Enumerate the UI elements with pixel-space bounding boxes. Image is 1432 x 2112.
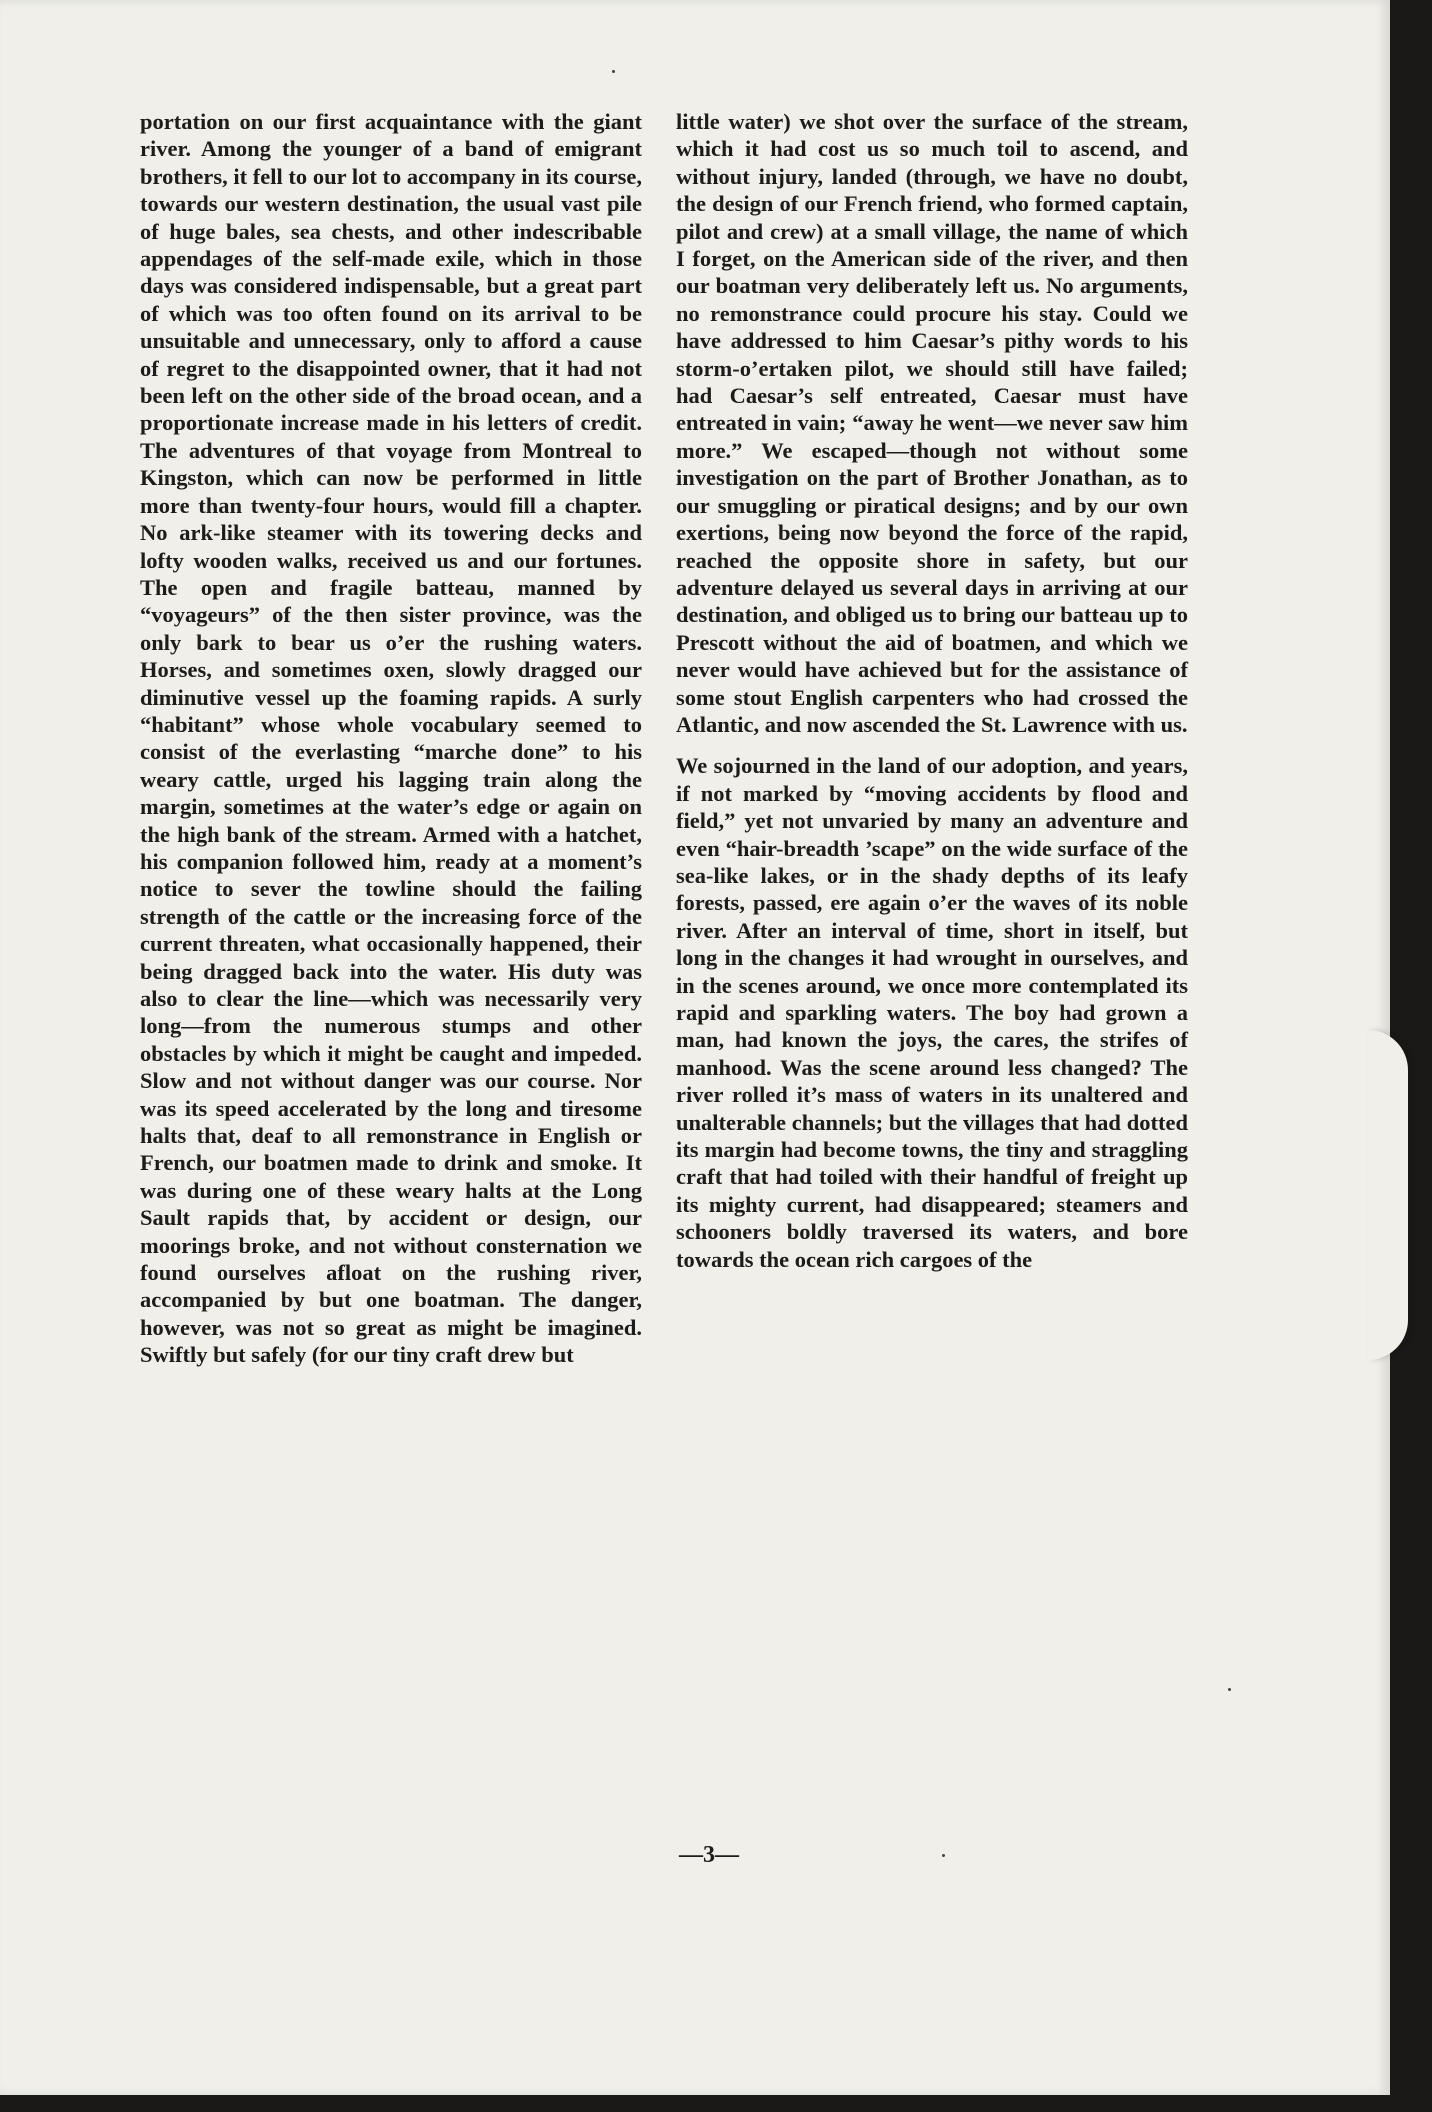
left-column: [140, 108, 642, 1369]
page-number: —3—: [679, 1842, 739, 1868]
paper-speck: [612, 70, 615, 73]
paper-speck: [1228, 1688, 1231, 1691]
right-paragraph-1: little water) we shot over the surface of the stream, which it had cost us so much toil to ascend, and without injury, landed (through, we have no doubt, the design of our French friend, who formed captain, pilot and crew) at a small village, the name of which I forget, on the American side of the river, and then our boatman very deliberately left us. No arguments, no remonstrance could procure his stay. Could we have addressed to him Caesar’s pithy words to his storm-o’ertaken pilot, we should still have failed; had Caesar’s self entreated, Caesar must have entreated in vain; “away he went—we never saw him more.” We escaped—though not without some investigation on the part of Brother Jonathan, as to our smuggling or piratical designs; and by our own exertions, being now beyond the force of the rapid, reached the opposite shore in safety, but our adventure delayed us several days in arriving at our destination, and obliged us to bring our batteau up to Prescott without the aid of boatmen, and which we never would have achieved but for the assistance of some stout English carpenters who had crossed the Atlantic, and now ascended the St. Lawrence with us.: [676, 109, 1188, 737]
right-column: [676, 108, 1188, 1273]
right-paragraph-2: We sojourned in the land of our adoption, and years, if not marked by “moving accidents by flood and field,” yet not unvaried by many an adventure and even “hair-breadth ’scape” on the wide surface of the sea-like lakes, or in the shady depths of its leafy forests, passed, ere again o’er the waves of its noble river. After an interval of time, short in itself, but long in the changes it had wrought in ourselves, and in the scenes around, we once more contemplated its rapid and sparkling waters. The boy had grown a man, had known the joys, the cares, the strifes of manhood. Was the scene around less changed? The river rolled it’s mass of waters in its unaltered and unalterable channels; but the villages that had dotted its margin had become towns, the tiny and straggling craft that had toiled with their handful of freight up its mighty current, had disappeared; steamers and schooners boldly traversed its waters, and bore towards the ocean rich cargoes of the: [676, 753, 1188, 1272]
paper-speck: [942, 1854, 945, 1857]
page-edge-tab: [1368, 1030, 1408, 1360]
left-paragraph-1: portation on our first acquaintance with the giant river. Among the younger of a band of emigrant brothers, it fell to our lot to accompany in its course, towards our western destination, the usual vast pile of huge bales, sea chests, and other indescribable appendages of the self-made exile, which in those days was considered indispensable, but a great part of which was too often found on its arrival to be unsuitable and unnecessary, only to afford a cause of regret to the disappointed owner, that it had not been left on the other side of the broad ocean, and a proportionate increase made in his letters of credit. The adventures of that voyage from Montreal to Kingston, which can now be performed in little more than twenty-four hours, would fill a chapter. No ark-like steamer with its towering decks and lofty wooden walks, received us and our fortunes. The open and fragile batteau, manned by “voyageurs” of the then sister province, was the only bark to bear us o’er the rushing waters. Horses, and sometimes oxen, slowly dragged our diminutive vessel up the foaming rapids. A surly “habitant” whose whole vocabulary seemed to consist of the everlasting “marche done” to his weary cattle, urged his lagging train along the margin, sometimes at the water’s edge or again on the high bank of the stream. Armed with a hatchet, his companion followed him, ready at a moment’s notice to sever the towline should the failing strength of the cattle or the increasing force of the current threaten, what occasionally happened, their being dragged back into the water. His duty was also to clear the line—which was necessarily very long—from the numerous stumps and other obstacles by which it might be caught and impeded. Slow and not without danger was our course. Nor was its speed accelerated by the long and tiresome halts that, deaf to all remonstrance in English or French, our boatmen made to drink and smoke. It was during one of these weary halts at the Long Sault rapids that, by accident or design, our moorings broke, and not without consternation we found ourselves afloat on the rushing river, accompanied by but one boatman. The danger, however, was not so great as might be imagined. Swiftly but safely (for our tiny craft drew but: [140, 109, 642, 1368]
